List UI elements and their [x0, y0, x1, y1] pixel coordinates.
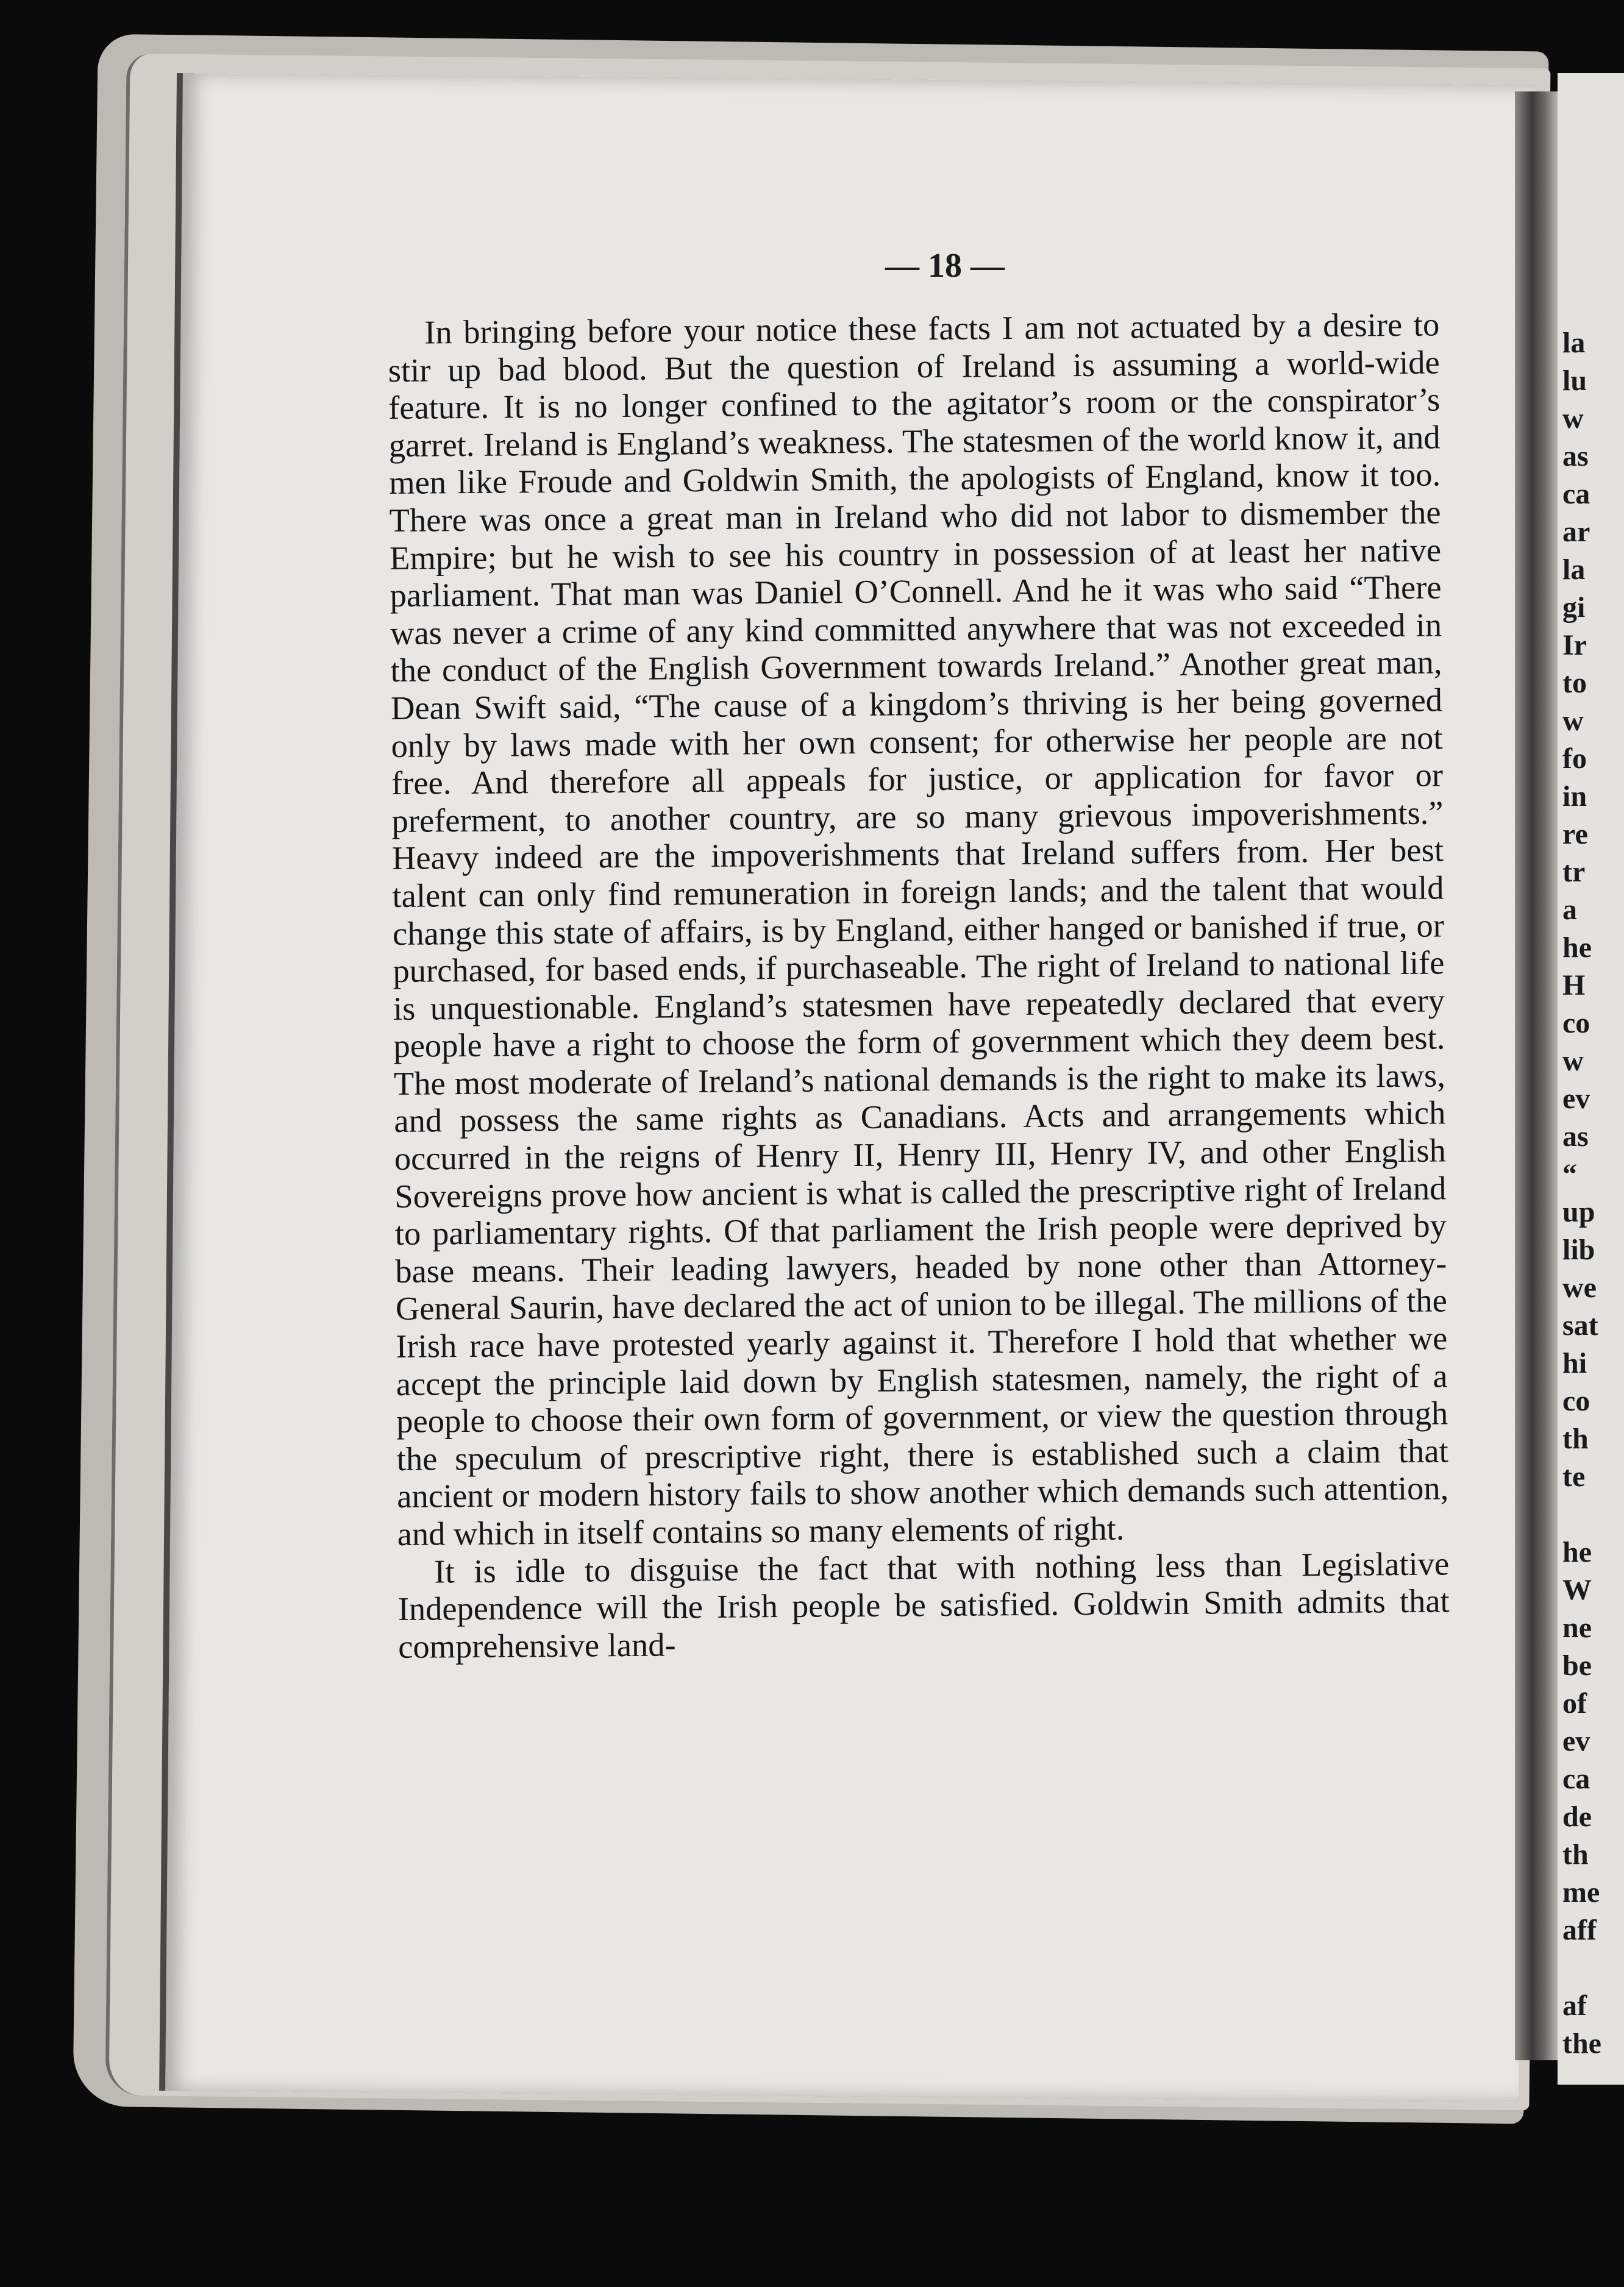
next-page-line-fragment: te — [1562, 1460, 1586, 1493]
next-page-line-fragment: af — [1562, 1990, 1587, 2022]
next-page-line-fragment: a — [1562, 894, 1577, 926]
next-page-line-fragment: ar — [1562, 516, 1590, 548]
next-page-line-fragment: ca — [1562, 478, 1590, 510]
next-page-line-fragment: in — [1562, 780, 1587, 813]
next-page-line-fragment: of — [1562, 1687, 1587, 1720]
paragraph-2: It is idle to disguise the fact that with nothing less than Legislative Independence will the Irish people be satisfied. Goldwin Smith admits that comprehensive land- — [397, 1544, 1450, 1665]
next-page-line-fragment: as — [1562, 440, 1589, 472]
next-page-line-fragment: fo — [1562, 742, 1587, 775]
next-page-line-fragment: be — [1562, 1649, 1592, 1682]
next-page-line-fragment: th — [1562, 1838, 1589, 1871]
page-number: — 18 — — [885, 247, 1005, 285]
next-page-line-fragment: gi — [1562, 591, 1586, 624]
next-page-line-fragment: lu — [1562, 365, 1587, 397]
next-page-line-fragment: w — [1562, 705, 1584, 737]
next-page-line-fragment: me — [1562, 1876, 1600, 1908]
next-page-line-fragment: “ — [1562, 1158, 1577, 1190]
next-page-line-fragment: H — [1562, 969, 1586, 1001]
next-page-line-fragment: he — [1562, 1536, 1592, 1568]
next-page-line-fragment: co — [1562, 1385, 1590, 1417]
next-page-line-fragment: as — [1562, 1120, 1589, 1153]
next-page-line-fragment: Ir — [1562, 629, 1587, 661]
next-page-line-fragment: la — [1562, 327, 1586, 359]
next-page-line-fragment: ne — [1562, 1612, 1592, 1644]
next-page-line-fragment: de — [1562, 1801, 1592, 1833]
next-page-line-fragment: we — [1562, 1272, 1597, 1304]
next-page-line-fragment: aff — [1562, 1914, 1597, 1946]
next-page-line-fragment: up — [1562, 1196, 1595, 1228]
next-page-line-fragment: sat — [1562, 1309, 1598, 1342]
next-page-line-fragment: ev — [1562, 1725, 1590, 1757]
next-page-line-fragment: the — [1562, 2027, 1601, 2060]
paragraph-1: In bringing before your notice these facts I am not actuated by a desire to stir up bad blood. But the question of Ireland is assuming a world-wide feature. It is no longer confined to the agitator’s room or the conspirator’s garret. Ireland is England’s weakness. The statesmen of the world know it, and men like Froude and Goldwin Smith, the apologists of England, know it too. There was once a great man in Ireland who did not labor to dismember the Empire; but he wish to see his country in possession of at least her native parliament. That man was Daniel O’Connell. And he it was who said “There was never a crime of any kind committed anywhere that was not exceeded in the conduct of the English Government towards Ireland.” Another great man, Dean Swift said, “The cause of a kingdom’s thriving is her being governed only by laws made with her own consent; for otherwise her people are not free. And therefore all appeals for justice, or application for favor or preferment, to another country, are so many grievous impoverishments.” Heavy indeed are the impoverishments that Ireland suffers from. Her best talent can only find remuneration in foreign lands; and the talent that would change this state of affairs, is by England, either hanged or banished if true, or purchased, for based ends, if purchaseable. The right of Ireland to national life is unquestionable. England’s statesmen have repeatedly declared that every people have a right to choose the form of government which they deem best. The most moderate of Ireland’s national demands is the right to make its laws, and possess the same rights as Canadians. Acts and arrangements which occurred in the reigns of Henry II, Henry III, Henry IV, and other English Sovereigns prove how ancient is what is called the prescriptive right of Ireland to parliamentary rights. Of that parliament the Irish people were deprived by base means. Their leading lawyers, headed by none other than Attorney-General Saurin, have declared the act of union to be illegal. The millions of the Irish race have protested yearly against it. Therefore I hold that whether we accept the principle laid down by English statesmen, namely, the right of a people to choose their own form of government, or view the question through the speculum of prescriptive right, there is established such a claim that ancient or modern history fails to show another which demands such attention, and which in itself contains so many elements of right. — [388, 305, 1449, 1553]
next-page-line-fragment: lib — [1562, 1234, 1595, 1266]
next-page-line-fragment: re — [1562, 818, 1588, 850]
next-page-line-fragment: w — [1562, 1045, 1584, 1077]
next-page-line-fragment: W — [1562, 1574, 1592, 1606]
next-page-line-fragment: th — [1562, 1423, 1589, 1455]
next-page-line-fragment: ev — [1562, 1083, 1590, 1115]
next-page-line-fragment: he — [1562, 931, 1592, 964]
next-page-line-fragment: tr — [1562, 856, 1586, 888]
next-page-line-fragment: co — [1562, 1007, 1590, 1039]
book-gutter — [1515, 91, 1558, 2060]
next-page-line-fragment: ca — [1562, 1763, 1590, 1795]
body-text — [388, 305, 1450, 1665]
next-page-line-fragment: w — [1562, 402, 1584, 435]
next-page-line-fragment: la — [1562, 553, 1586, 586]
next-page-edge — [1558, 73, 1624, 2085]
next-page-line-fragment: hi — [1562, 1347, 1587, 1379]
next-page-line-fragment: to — [1562, 667, 1587, 699]
